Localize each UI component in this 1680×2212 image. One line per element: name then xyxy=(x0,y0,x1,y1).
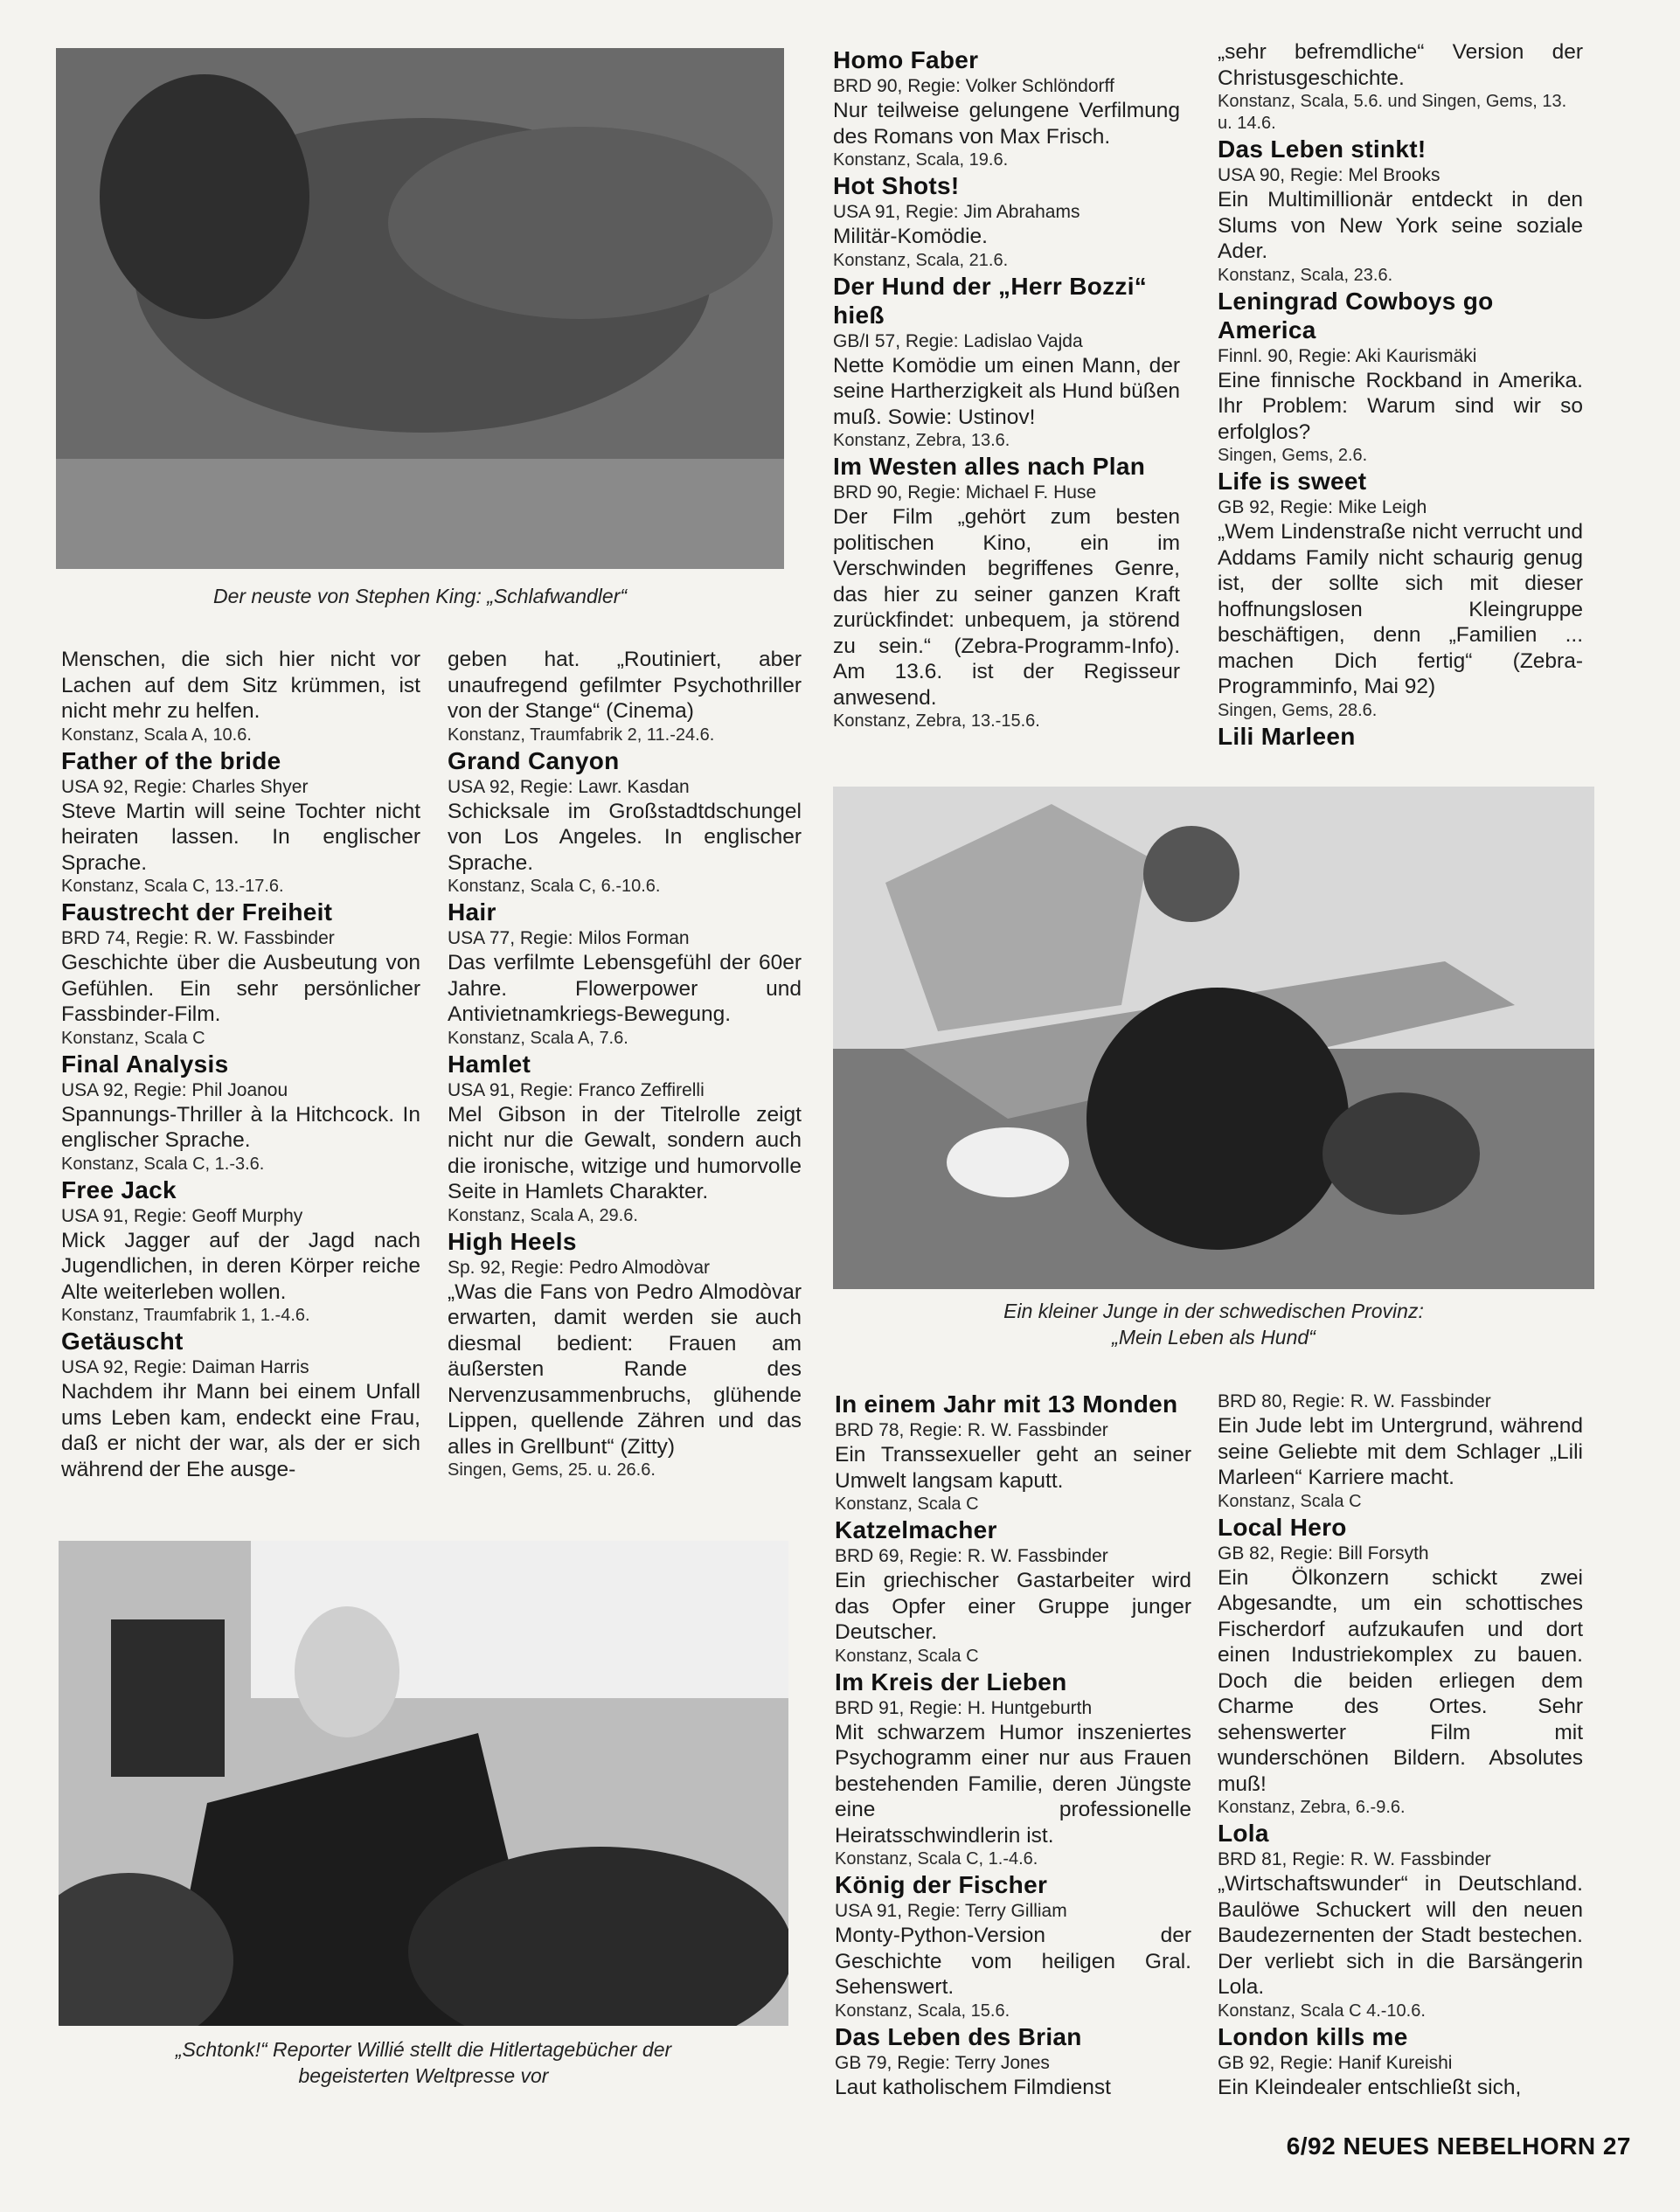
film-venue: Singen, Gems, 28.6. xyxy=(1218,700,1378,720)
photo-schtonk-image xyxy=(59,1541,788,2026)
column-4 xyxy=(1218,39,1583,751)
film-entry xyxy=(61,1327,420,1482)
film-description: Monty-Python-Version der Geschichte vom heiligen Gral. Sehenswert. xyxy=(835,1924,1191,1999)
photo-schlafwandler-image xyxy=(56,48,784,569)
film-title: Hot Shots! xyxy=(833,172,960,199)
film-description: Mit schwarzem Humor inszeniertes Psychogramm einer nur aus Frauen bestehenden Familie, deren Jüngste eine professionelle Heiratsschwindlerin ist. xyxy=(835,1720,1191,1848)
film-title: Local Hero xyxy=(1218,1513,1347,1541)
film-title: Der Hund der „Herr Bozzi“ hieß xyxy=(833,272,1148,329)
film-entry xyxy=(835,1390,1191,1515)
film-venue: Konstanz, Scala C, 1.-4.6. xyxy=(835,1849,1038,1869)
film-meta: USA 92, Regie: Lawr. Kasdan xyxy=(448,776,690,797)
film-meta: BRD 74, Regie: R. W. Fassbinder xyxy=(61,928,335,948)
film-venue: Konstanz, Scala, 15.6. xyxy=(835,2001,1010,2021)
caption-mein-leben-als-hund xyxy=(833,1298,1594,1350)
page-footer: 6/92 NEUES NEBELHORN 27 xyxy=(1286,2132,1631,2160)
film-meta: USA 92, Regie: Phil Joanou xyxy=(61,1079,288,1100)
film-description: „Wem Lindenstraße nicht verrucht und Addams Family nicht schaurig genug ist, der sollte sich mit dieser hoffnungslosen Kleingruppe beschäftigen, denn „Familien ... machen Dich fertig“ (Zebra-Programminfo, Mai 92) xyxy=(1218,520,1583,698)
film-venue: Konstanz, Scala C, 6.-10.6. xyxy=(448,877,661,896)
caption-schtonk-line1: „Schtonk!“ Reporter Willié stellt die Hitlertagebücher der xyxy=(175,2038,672,2061)
film-description: Militär-Komödie. xyxy=(833,225,988,248)
film-meta: BRD 81, Regie: R. W. Fassbinder xyxy=(1218,1849,1491,1869)
column-6 xyxy=(1218,1390,1583,2100)
film-description: Steve Martin will seine Tochter nicht heiraten lassen. In englischer Sprache. xyxy=(61,799,420,875)
film-meta: Finnl. 90, Regie: Aki Kaurismäki xyxy=(1218,345,1477,366)
film-entry xyxy=(835,2022,1191,2101)
film-entry xyxy=(1218,287,1583,468)
film-title: Free Jack xyxy=(61,1175,177,1203)
film-entry xyxy=(448,746,802,898)
film-description: Geschichte über die Ausbeutung von Gefühlen. Ein sehr persönlicher Fassbinder-Film. xyxy=(61,951,420,1026)
film-title: Getäuscht xyxy=(61,1328,184,1355)
film-meta: USA 92, Regie: Charles Shyer xyxy=(61,776,309,797)
film-description: Nachdem ihr Mann bei einem Unfall ums Leben kam, endeckt eine Frau, daß er nicht der war, als der er sich während der Ehe ausge- xyxy=(61,1380,420,1481)
film-venue: Konstanz, Traumfabrik 1, 1.-4.6. xyxy=(61,1306,310,1325)
photo-schtonk xyxy=(59,1541,788,2026)
film-venue: Konstanz, Traumfabrik 2, 11.-24.6. xyxy=(448,725,715,745)
film-description: Der Film „gehört zum besten politischen Kino, ein im Verschwinden begriffenes Genre, das hier zu seiner ganzen Kraft zurückfindet: unbequem, ja störend zu sein.“ (Zebra-Programm-Info). Am 13.6. ist der Regisseur anwesend. xyxy=(833,505,1180,710)
film-meta: GB 92, Regie: Mike Leigh xyxy=(1218,497,1427,517)
film-entry xyxy=(835,1870,1191,2022)
film-title: König der Fischer xyxy=(835,1871,1048,1898)
film-entry xyxy=(1218,1390,1583,1513)
film-meta: USA 90, Regie: Mel Brooks xyxy=(1218,165,1440,185)
film-meta: BRD 91, Regie: H. Huntgeburth xyxy=(835,1697,1093,1718)
caption-mein-leben-als-hund-line1: Ein kleiner Junge in der schwedischen Provinz: xyxy=(1003,1300,1424,1322)
film-venue: Konstanz, Scala C, 1.-3.6. xyxy=(61,1154,265,1174)
film-entry xyxy=(61,898,420,1050)
film-description: geben hat. „Routiniert, aber unaufregend gefilmter Psychothriller von der Stange“ (Cinema) xyxy=(448,648,802,723)
film-title: Homo Faber xyxy=(833,46,979,73)
film-venue: Konstanz, Scala C xyxy=(835,1494,979,1514)
film-venue: Konstanz, Zebra, 6.-9.6. xyxy=(1218,1798,1406,1817)
film-title: Faustrecht der Freiheit xyxy=(61,898,333,926)
film-meta: USA 91, Regie: Terry Gilliam xyxy=(835,1901,1067,1921)
film-venue: Konstanz, Scala, 5.6. und Singen, Gems, 13. u. 14.6. xyxy=(1218,92,1567,133)
column-5 xyxy=(835,1390,1191,2100)
film-venue: Konstanz, Scala A, 7.6. xyxy=(448,1028,628,1048)
film-entry xyxy=(1218,1819,1583,2022)
film-meta: USA 91, Regie: Franco Zeffirelli xyxy=(448,1079,705,1100)
caption-mein-leben-als-hund-line2: „Mein Leben als Hund“ xyxy=(1112,1326,1316,1349)
film-title: Lili Marleen xyxy=(1218,722,1356,750)
film-meta: GB 82, Regie: Bill Forsyth xyxy=(1218,1543,1429,1564)
film-title: Final Analysis xyxy=(61,1050,229,1078)
caption-schtonk xyxy=(59,2036,788,2089)
film-description: Ein Ölkonzern schickt zwei Abgesandte, um ein schottisches Fischerdorf aufzukaufen und dort einen Industriekomplex zu bauen. Doch die beiden erliegen dem Charme des Ortes. Sehr sehenswerter Film mit wunderschönen Bildern. Absolutes muß! xyxy=(1218,1565,1583,1796)
film-description: Spannungs-Thriller à la Hitchcock. In englischer Sprache. xyxy=(61,1102,420,1152)
film-venue: Konstanz, Scala, 19.6. xyxy=(833,150,1009,170)
film-venue: Singen, Gems, 2.6. xyxy=(1218,446,1368,465)
film-title: London kills me xyxy=(1218,2022,1408,2050)
film-entry xyxy=(1218,39,1583,135)
film-entry xyxy=(448,1227,802,1482)
film-meta: BRD 90, Regie: Michael F. Huse xyxy=(833,482,1097,503)
column-1 xyxy=(61,647,420,1482)
film-venue: Konstanz, Scala C xyxy=(1218,1491,1362,1511)
column-2 xyxy=(448,647,802,1481)
film-title: Das Leben stinkt! xyxy=(1218,135,1427,163)
film-entry xyxy=(833,45,1180,171)
film-description: Ein Jude lebt im Untergrund, während seine Geliebte mit dem Schlager „Lili Marleen“ Karriere macht. xyxy=(1218,1414,1583,1489)
film-entry xyxy=(61,1175,420,1328)
film-title: High Heels xyxy=(448,1227,577,1255)
film-venue: Konstanz, Scala C 4.-10.6. xyxy=(1218,2001,1426,2021)
film-entry xyxy=(61,746,420,898)
film-meta: BRD 90, Regie: Volker Schlöndorff xyxy=(833,76,1114,96)
photo-mein-leben-als-hund-image xyxy=(833,787,1594,1289)
film-description: Ein Kleindealer entschließt sich, xyxy=(1218,2075,1522,2099)
film-entry xyxy=(1218,1513,1583,1820)
film-title: Lola xyxy=(1218,1820,1269,1847)
column-3 xyxy=(833,45,1180,732)
film-title: Grand Canyon xyxy=(448,746,620,774)
film-meta: USA 92, Regie: Daiman Harris xyxy=(61,1357,309,1377)
film-entry xyxy=(833,171,1180,272)
film-description: „Wirtschaftswunder“ in Deutschland. Baulöwe Schuckert will den neuen Baudezernenten der Stadt bestechen. Der verliebt sich in die Barsängerin Lola. xyxy=(1218,1872,1583,1999)
film-entry xyxy=(1218,722,1583,751)
film-entry xyxy=(835,1515,1191,1668)
film-description: „Was die Fans von Pedro Almodòvar erwarten, damit werden sie auch diesmal bedient: Frauen am äußersten Rande des Nervenzusammenbruchs, glühende Lippen, quellende Zähren und das alles in Grellbunt“ (Zitty) xyxy=(448,1279,802,1459)
film-description: Ein Transsexueller geht an seiner Umwelt langsam kaputt. xyxy=(835,1443,1191,1493)
film-entry xyxy=(1218,2022,1583,2101)
film-venue: Konstanz, Scala, 23.6. xyxy=(1218,265,1393,285)
film-venue: Konstanz, Zebra, 13.6. xyxy=(833,431,1010,450)
film-venue: Konstanz, Scala, 21.6. xyxy=(833,250,1009,270)
film-venue: Singen, Gems, 25. u. 26.6. xyxy=(448,1460,656,1480)
film-venue: Konstanz, Scala C xyxy=(61,1028,205,1048)
film-venue: Konstanz, Scala C xyxy=(835,1646,979,1666)
film-title: Das Leben des Brian xyxy=(835,2022,1082,2050)
film-title: Hamlet xyxy=(448,1050,531,1078)
film-entry xyxy=(448,1050,802,1227)
film-title: Father of the bride xyxy=(61,746,281,774)
film-entry xyxy=(833,272,1180,453)
film-meta: USA 91, Regie: Geoff Murphy xyxy=(61,1205,303,1226)
film-description: Nette Komödie um einen Mann, der seine Hartherzigkeit als Hund büßen muß. Sowie: Ustinov! xyxy=(833,353,1180,429)
film-entry xyxy=(61,1050,420,1175)
film-title: Hair xyxy=(448,898,496,926)
caption-schtonk-line2: begeisterten Weltpresse vor xyxy=(298,2064,549,2087)
film-title: Katzelmacher xyxy=(835,1516,997,1543)
film-description: Schicksale im Großstadtdschungel von Los Angeles. In englischer Sprache. xyxy=(448,799,802,875)
film-meta: BRD 69, Regie: R. W. Fassbinder xyxy=(835,1546,1108,1566)
film-description: Ein griechischer Gastarbeiter wird das Opfer einer Gruppe junger Deutscher. xyxy=(835,1569,1191,1644)
film-meta: BRD 80, Regie: R. W. Fassbinder xyxy=(1218,1391,1491,1411)
film-entry xyxy=(835,1668,1191,1871)
film-description: Ein Multimillionär entdeckt in den Slums von New York seine soziale Ader. xyxy=(1218,188,1583,263)
film-venue: Konstanz, Scala A, 29.6. xyxy=(448,1205,638,1225)
film-description: „sehr befremdliche“ Version der Christusgeschichte. xyxy=(1218,40,1583,90)
film-description: Nur teilweise gelungene Verfilmung des Romans von Max Frisch. xyxy=(833,99,1180,149)
film-meta: Sp. 92, Regie: Pedro Almodòvar xyxy=(448,1257,711,1278)
film-description: Eine finnische Rockband in Amerika. Ihr Problem: Warum sind wir so erfolglos? xyxy=(1218,368,1583,444)
photo-mein-leben-als-hund xyxy=(833,787,1594,1289)
film-title: In einem Jahr mit 13 Monden xyxy=(835,1390,1178,1418)
film-venue: Konstanz, Scala A, 10.6. xyxy=(61,725,252,745)
film-venue: Konstanz, Zebra, 13.-15.6. xyxy=(833,711,1040,731)
film-title: Im Kreis der Lieben xyxy=(835,1668,1067,1695)
film-meta: GB 79, Regie: Terry Jones xyxy=(835,2052,1050,2073)
film-entry xyxy=(1218,467,1583,722)
film-entry xyxy=(1218,135,1583,287)
film-meta: BRD 78, Regie: R. W. Fassbinder xyxy=(835,1420,1108,1440)
film-title: Life is sweet xyxy=(1218,468,1367,495)
film-description: Laut katholischem Filmdienst xyxy=(835,2075,1111,2099)
film-description: Das verfilmte Lebensgefühl der 60er Jahre. Flowerpower und Antivietnamkriegs-Bewegung. xyxy=(448,951,802,1026)
film-title: Im Westen alles nach Plan xyxy=(833,453,1146,480)
film-title: Leningrad Cowboys go America xyxy=(1218,287,1494,343)
film-entry xyxy=(61,647,420,746)
film-meta: USA 91, Regie: Jim Abrahams xyxy=(833,202,1080,222)
photo-schlafwandler xyxy=(56,48,784,569)
film-meta: GB 92, Regie: Hanif Kureishi xyxy=(1218,2052,1453,2073)
film-entry xyxy=(833,452,1180,732)
film-description: Menschen, die sich hier nicht vor Lachen auf dem Sitz krümmen, ist nicht mehr zu helfen. xyxy=(61,648,420,723)
caption-schlafwandler: Der neuste von Stephen King: „Schlafwandler“ xyxy=(212,585,628,607)
film-entry xyxy=(448,898,802,1050)
film-description: Mick Jagger auf der Jagd nach Jugendlichen, in deren Körper reiche Alte weiterleben wollen. xyxy=(61,1228,420,1304)
film-meta: GB/I 57, Regie: Ladislao Vajda xyxy=(833,330,1083,351)
film-entry xyxy=(448,647,802,746)
film-meta: USA 77, Regie: Milos Forman xyxy=(448,928,690,948)
film-description: Mel Gibson in der Titelrolle zeigt nicht nur die Gewalt, sondern auch die ironische, witzige und humorvolle Seite in Hamlets Charakter. xyxy=(448,1102,802,1203)
film-venue: Konstanz, Scala C, 13.-17.6. xyxy=(61,877,284,896)
